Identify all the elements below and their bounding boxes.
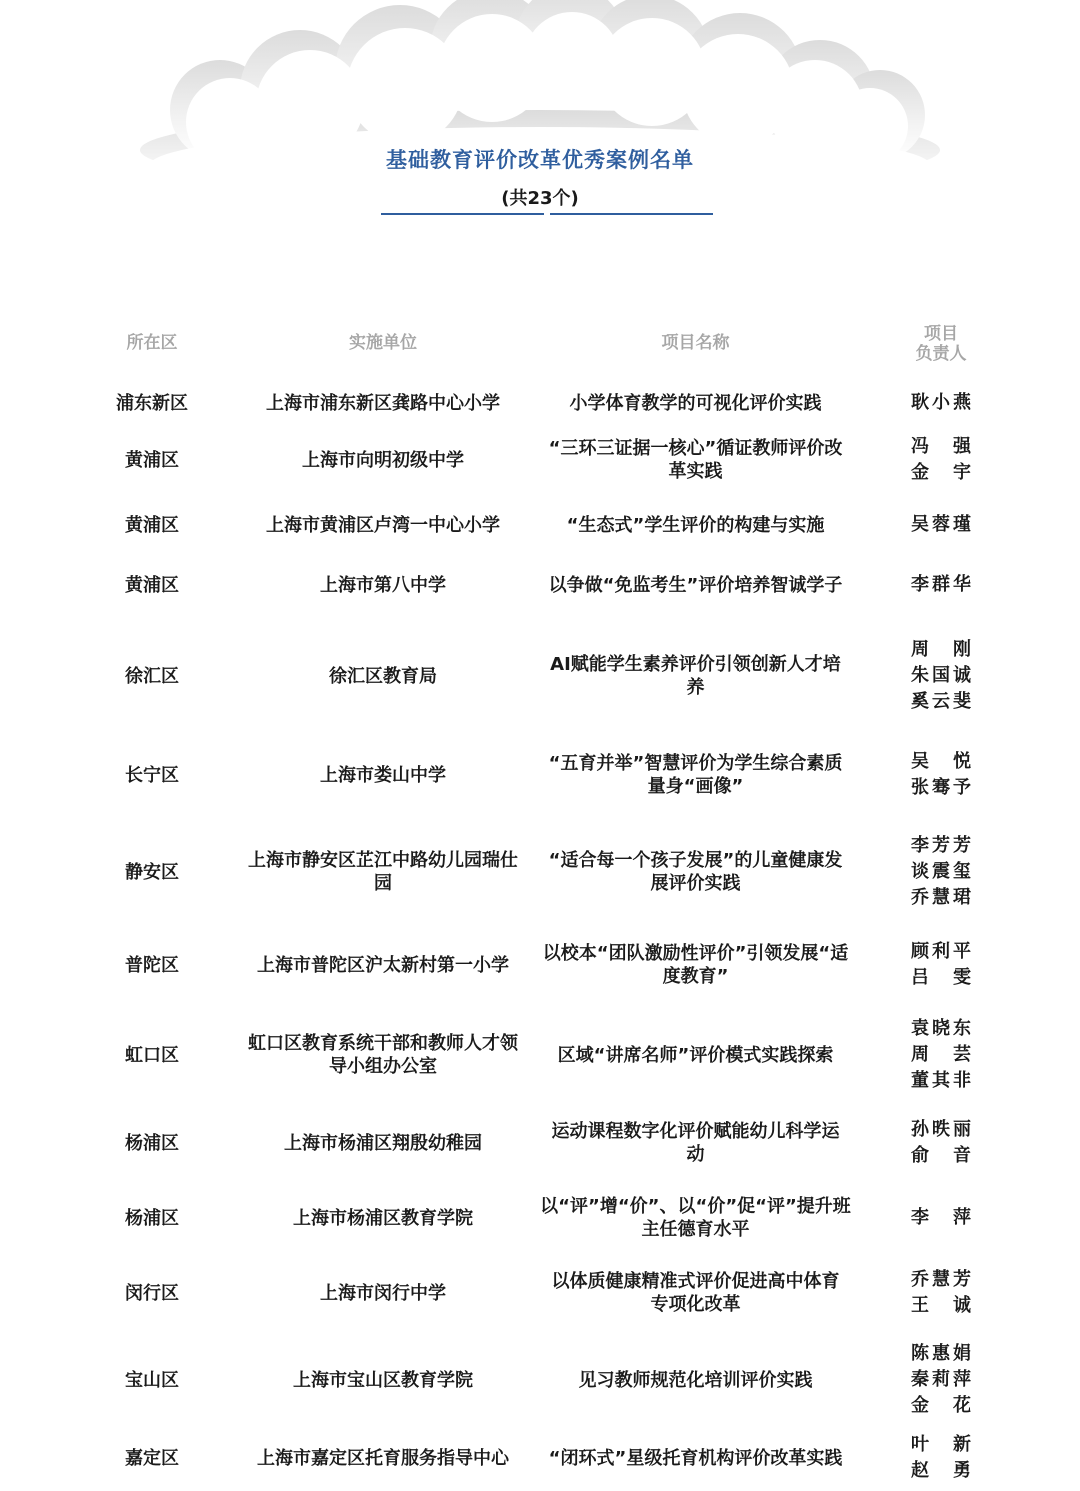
district-cell (92, 825, 212, 919)
unit-text (293, 1369, 473, 1392)
table-row (0, 1260, 1080, 1326)
project-line: 以争做“免监考生”评价培养智诚学子 (548, 574, 843, 596)
leader-name: 奚云斐 (911, 691, 971, 712)
project-cell (533, 1010, 858, 1100)
header-unit: 实施单位 (349, 333, 417, 353)
project-text (543, 942, 849, 988)
project-text (549, 1447, 843, 1470)
leader-name: 秦莉萍 (911, 1369, 971, 1390)
unit-text (248, 1032, 518, 1078)
table-row (0, 630, 1080, 722)
table-row (0, 825, 1080, 919)
project-cell (533, 1425, 858, 1491)
leader-cell (905, 1260, 977, 1326)
leader-name: 赵 勇 (911, 1460, 971, 1481)
leader-name: 陈惠娟 (911, 1343, 971, 1364)
unit-text (320, 764, 446, 787)
district-cell (92, 430, 212, 490)
leader-name: 乔慧珺 (911, 887, 971, 908)
unit-cell (230, 430, 536, 490)
leader-name: 孙昳丽 (911, 1119, 971, 1140)
district-cell (92, 1425, 212, 1491)
unit-cell (230, 1185, 536, 1251)
project-line: “闭环式”星级托育机构评价改革实践 (548, 1447, 843, 1469)
unit-line: 导小组办公室 (329, 1056, 437, 1077)
leader-cell (905, 1185, 977, 1251)
leader-cell (905, 1010, 977, 1100)
unit-line: 上海市宝山区教育学院 (293, 1369, 473, 1391)
leader-cell (905, 502, 977, 548)
project-line: AI赋能学生素养评价引领创新人才培 (550, 654, 841, 675)
table-row (0, 1110, 1080, 1176)
project-cell (533, 380, 858, 426)
unit-text (320, 574, 446, 597)
project-line: 革实践 (668, 461, 723, 482)
leader-cell (905, 1335, 977, 1425)
unit-cell (230, 380, 536, 426)
leader-name: 俞 音 (911, 1145, 971, 1166)
project-line: 主任德育水平 (641, 1219, 750, 1240)
header-leader (905, 324, 977, 364)
project-line: “适合每一个孩子发展”的儿童健康发 (548, 850, 843, 871)
project-cell (533, 1260, 858, 1326)
district-text: 闵行区 (125, 1282, 179, 1304)
district-text: 杨浦区 (125, 1207, 179, 1229)
unit-cell (230, 742, 536, 808)
project-cell (533, 430, 858, 490)
project-line: 展评价实践 (650, 873, 741, 894)
unit-text (266, 392, 500, 415)
leader-name: 谈震玺 (911, 861, 971, 882)
header-district: 所在区 (126, 333, 178, 353)
project-text (567, 514, 825, 537)
leader-name: 乔慧芳 (911, 1269, 971, 1290)
project-text (549, 752, 843, 798)
district-text: 黄浦区 (125, 449, 179, 471)
leader-name: 冯 强 (911, 436, 971, 457)
table-row (0, 1010, 1080, 1100)
unit-line: 上海市浦东新区龚路中心小学 (266, 392, 500, 414)
unit-cell (230, 630, 536, 722)
unit-line: 上海市杨浦区翔殷幼稚园 (284, 1132, 482, 1154)
district-cell (92, 380, 212, 426)
project-cell (533, 1185, 858, 1251)
project-cell (533, 1110, 858, 1176)
project-cell (533, 742, 858, 808)
project-line: “三环三证据一核心”循证教师评价改 (548, 438, 843, 459)
district-cell (92, 562, 212, 608)
district-cell (92, 630, 212, 722)
page-subtitle: (共23个) (501, 188, 579, 209)
leader-name: 李群华 (911, 574, 971, 595)
header-leader-line2: 负责人 (915, 344, 967, 364)
leader-name: 张骞予 (911, 777, 971, 798)
leader-cell (905, 1425, 977, 1491)
project-line: “五育并举”智慧评价为学生综合素质 (548, 753, 843, 774)
title-underline-left (381, 213, 544, 215)
leader-cell (905, 630, 977, 722)
project-line: 动 (686, 1144, 705, 1165)
unit-line: 徐汇区教育局 (329, 665, 437, 687)
project-text (550, 653, 841, 699)
project-line: 以体质健康精准式评价促进高中体育 (551, 1271, 840, 1292)
leader-name: 李 萍 (911, 1207, 971, 1228)
unit-line: 上海市普陀区沪太新村第一小学 (257, 954, 509, 976)
district-text: 杨浦区 (125, 1132, 179, 1154)
leader-cell (905, 380, 977, 426)
project-cell (533, 1335, 858, 1425)
table-row (0, 1185, 1080, 1251)
project-line: 以校本“团队激励性评价”引领发展“适 (542, 943, 849, 964)
district-text: 宝山区 (125, 1369, 179, 1391)
project-line: “生态式”学生评价的构建与实施 (566, 514, 825, 536)
table-row (0, 562, 1080, 608)
project-line: 度教育” (662, 966, 729, 987)
leader-name: 李芳芳 (911, 835, 971, 856)
unit-text (257, 1447, 509, 1470)
unit-text (284, 1132, 482, 1155)
project-cell (533, 932, 858, 998)
unit-line: 上海市向明初级中学 (302, 449, 464, 471)
project-line: 以“评”增“价”、以“价”促“评”提升班 (540, 1196, 851, 1217)
leader-name: 朱国诚 (911, 665, 971, 686)
leader-cell (905, 825, 977, 919)
leader-name: 吴蓉瑾 (911, 514, 971, 535)
district-cell (92, 502, 212, 548)
project-line: 小学体育教学的可视化评价实践 (569, 392, 822, 414)
unit-line: 园 (374, 873, 392, 894)
unit-cell (230, 502, 536, 548)
district-cell (92, 1335, 212, 1425)
leader-name: 王 诚 (911, 1295, 971, 1316)
leader-cell (905, 932, 977, 998)
district-text: 静安区 (125, 861, 179, 883)
project-text (549, 437, 843, 483)
district-cell (92, 932, 212, 998)
unit-cell (230, 1110, 536, 1176)
title-underline-right (550, 213, 713, 215)
table-row (0, 742, 1080, 808)
leader-cell (905, 430, 977, 490)
unit-text (266, 514, 500, 537)
table-row (0, 1425, 1080, 1491)
unit-line: 上海市嘉定区托育服务指导中心 (257, 1447, 509, 1469)
unit-line: 上海市闵行中学 (320, 1282, 446, 1304)
unit-text (257, 954, 509, 977)
unit-line: 上海市第八中学 (320, 574, 446, 596)
leader-name: 董其非 (911, 1070, 971, 1091)
table-row (0, 430, 1080, 490)
unit-text (248, 849, 518, 895)
unit-line: 上海市娄山中学 (320, 764, 446, 786)
leader-name: 周 芸 (911, 1044, 971, 1065)
district-text: 浦东新区 (116, 392, 188, 414)
district-text: 虹口区 (125, 1044, 179, 1066)
header-leader-line1: 项目 (924, 324, 958, 344)
district-text: 黄浦区 (125, 574, 179, 596)
project-text (549, 849, 843, 895)
leader-name: 周 刚 (911, 639, 971, 660)
table-row (0, 932, 1080, 998)
page-title: 基础教育评价改革优秀案例名单 (386, 148, 694, 172)
district-cell (92, 1110, 212, 1176)
project-text (552, 1270, 840, 1316)
unit-text (293, 1207, 473, 1230)
project-text (540, 1195, 851, 1241)
district-text: 普陀区 (125, 954, 179, 976)
unit-cell (230, 1425, 536, 1491)
district-cell (92, 742, 212, 808)
leader-cell (905, 562, 977, 608)
unit-text (302, 449, 464, 472)
project-text (552, 1120, 840, 1166)
unit-cell (230, 562, 536, 608)
leader-cell (905, 742, 977, 808)
district-text: 徐汇区 (125, 665, 179, 687)
project-line: 养 (686, 677, 705, 698)
leader-name: 袁晓东 (911, 1018, 971, 1039)
district-text: 长宁区 (125, 764, 179, 786)
unit-text (329, 665, 437, 688)
unit-cell (230, 1010, 536, 1100)
leader-name: 叶 新 (911, 1434, 971, 1455)
header-project: 项目名称 (661, 333, 730, 353)
district-cell (92, 1185, 212, 1251)
table-row (0, 502, 1080, 548)
leader-name: 金 宇 (911, 462, 971, 483)
project-text (570, 392, 822, 415)
unit-line: 上海市黄浦区卢湾一中心小学 (266, 514, 500, 536)
leader-name: 金 花 (911, 1395, 971, 1416)
project-cell (533, 562, 858, 608)
unit-text (320, 1282, 446, 1305)
project-text (579, 1369, 813, 1392)
cloud-header-decoration (0, 0, 1080, 160)
project-cell (533, 630, 858, 722)
project-cell (533, 825, 858, 919)
district-text: 嘉定区 (125, 1447, 179, 1469)
leader-name: 吕 雯 (911, 967, 971, 988)
leader-name: 吴 悦 (911, 751, 971, 772)
project-line: 区域“讲席名师”评价模式实践探索 (557, 1044, 834, 1066)
project-line: 运动课程数字化评价赋能幼儿科学运 (551, 1121, 840, 1142)
table-row (0, 380, 1080, 426)
district-cell (92, 1010, 212, 1100)
unit-line: 上海市杨浦区教育学院 (293, 1207, 473, 1229)
project-line: 见习教师规范化培训评价实践 (578, 1369, 813, 1391)
project-cell (533, 502, 858, 548)
project-text (549, 574, 843, 597)
unit-line: 虹口区教育系统干部和教师人才领 (248, 1033, 518, 1054)
table-row (0, 1335, 1080, 1425)
unit-cell (230, 825, 536, 919)
unit-cell (230, 1335, 536, 1425)
unit-line: 上海市静安区芷江中路幼儿园瑞仕 (248, 850, 518, 871)
leader-name: 耿小燕 (911, 392, 971, 413)
project-text (558, 1044, 834, 1067)
district-text: 黄浦区 (125, 514, 179, 536)
project-line: 量身“画像” (647, 776, 744, 797)
unit-cell (230, 932, 536, 998)
unit-cell (230, 1260, 536, 1326)
district-cell (92, 1260, 212, 1326)
leader-name: 顾利平 (911, 941, 971, 962)
project-line: 专项化改革 (650, 1294, 741, 1315)
leader-cell (905, 1110, 977, 1176)
